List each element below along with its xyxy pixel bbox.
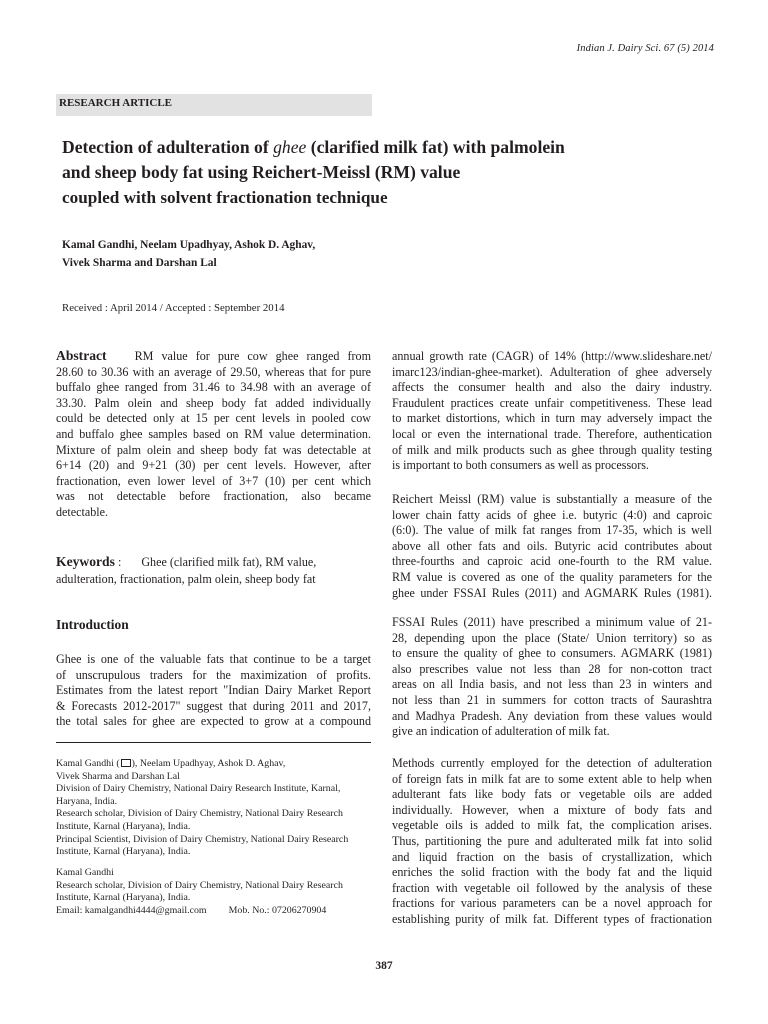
introduction-body: [56, 652, 371, 730]
intro-line: the total sales for ghee are expected to grow at a compound: [56, 714, 371, 729]
paragraph-line: affects the consumer health and also the dairy industry.: [392, 380, 712, 395]
title-italic-ghee: ghee: [273, 137, 307, 157]
article-type-label: RESEARCH ARTICLE: [59, 97, 173, 109]
paragraph-line: Thus, partitioning the pure and adulterated milk fat into solid: [392, 833, 712, 848]
footnote-line: Principal Scientist, Division of Dairy Chemistry, National Dairy Research: [56, 833, 349, 845]
paragraph-line: annual growth rate (CAGR) of 14% (http://www.slideshare.net/: [392, 349, 712, 363]
paragraph-line: 28, depending upon the place (State/ Union territory) so as: [392, 630, 712, 645]
abstract-line: was not detectable before fractionation, also became: [56, 489, 371, 504]
footnote-line: Division of Dairy Chemistry, National Dairy Research Institute, Karnal,: [56, 783, 341, 795]
abstract-line: could be detected only at 15 per cent levels in pooled cow: [56, 411, 371, 426]
abstract: [56, 348, 371, 521]
right-column-paragraph-3: [392, 615, 712, 740]
keywords-separator: :: [117, 555, 122, 569]
abstract-line: 28.60 to 30.36 with an average of 29.50, whereas that for pure: [56, 364, 371, 379]
authors-line-2: Vivek Sharma and Darshan Lal: [62, 257, 217, 269]
abstract-line: 33.30. Palm olein and sheep body fat added individually: [56, 395, 371, 410]
keywords-label: Keywords: [56, 554, 115, 569]
author-list: [62, 236, 702, 272]
running-head: Indian J. Dairy Sci. 67 (5) 2014: [576, 43, 714, 54]
paragraph-line: establishing purity of milk fat. Different types of fractionation: [392, 911, 712, 926]
paragraph-line: FSSAI Rules (2011) have prescribed a minimum value of 21-: [392, 615, 712, 629]
paragraph-line: of milk and milk products such as ghee through quality testing: [392, 442, 712, 457]
keywords-line: adulteration, fractionation, palm olein, sheep body fat: [56, 572, 316, 586]
paragraph-line: imarc123/indian-ghee-market). Adulteration of ghee adversely: [392, 364, 712, 379]
right-column-paragraph-1: [392, 349, 712, 474]
intro-line: Ghee is one of the valuable fats that continue to be a target: [56, 652, 371, 666]
title-line-3: coupled with solvent fractionation technique: [62, 188, 388, 207]
footnote-contact-line: [56, 905, 376, 918]
footnote-divider: [56, 742, 371, 743]
paragraph-line: (6:0). The value of milk fat ranges from 17-35, which is well: [392, 523, 712, 538]
footnote-line: Research scholar, Division of Dairy Chemistry, National Dairy Research: [56, 808, 343, 820]
footnote-line: Research scholar, Division of Dairy Chemistry, National Dairy Research: [56, 879, 343, 891]
intro-line: of unscrupulous traders for the maximization of profits.: [56, 667, 371, 682]
abstract-line: fractionation, even lower level of 3+7 (10) per cent which: [56, 473, 371, 488]
paragraph-line: ghee under FSSAI Rules (2011) and AGMARK Rules (1981).: [392, 585, 712, 600]
footnote-line: Kamal Gandhi: [56, 867, 114, 878]
abstract-line: buffalo ghee ranged from 31.46 to 34.98 with an average of: [56, 380, 371, 395]
paragraph-line: RM value is covered as one of the quality parameters for the: [392, 569, 712, 584]
keywords: [56, 553, 371, 588]
abstract-line: detectable.: [56, 504, 109, 519]
intro-line: Estimates from the latest report "Indian Dairy Market Report: [56, 683, 371, 698]
paragraph-line: adulterant fats like body fats or vegetable oils are added: [392, 787, 712, 802]
corresponding-author-footnote: [56, 867, 376, 917]
keywords-line: Ghee (clarified milk fat), RM value,: [141, 555, 317, 569]
article-title: [62, 135, 702, 210]
paragraph-line: fraction with vegetable oil followed by the analysis of these: [392, 880, 712, 895]
footnote-line: Institute, Karnal (Haryana), India.: [56, 846, 191, 858]
footnote-line: Institute, Karnal (Haryana), India.: [56, 892, 191, 904]
title-line-1-pre: Detection of adulteration of: [62, 137, 274, 157]
paragraph-line: enriches the solid fraction with the body fat and the liquid: [392, 865, 712, 880]
abstract-line: RM value for pure cow ghee ranged from: [134, 349, 371, 363]
paragraph-line: to market distortions, which in turn may adversely impact the: [392, 411, 712, 426]
paragraph-line: also prescribes value not less than 28 for non-cotton tract: [392, 661, 712, 676]
abstract-first-line: [56, 348, 371, 365]
paragraph-line: give an indication of adulteration of milk fat.: [392, 724, 610, 739]
footnote-author-first: Kamal Gandhi (: [56, 758, 120, 769]
keywords-first-line: [56, 553, 371, 571]
title-line-1: [62, 135, 702, 160]
footnote-authors-rest: ), Neelam Upadhyay, Ashok D. Aghav,: [131, 758, 286, 769]
paragraph-line: lower chain fatty acids of ghee i.e. butyric (4:0) and caproic: [392, 507, 712, 522]
received-accepted-dates: Received : April 2014 / Accepted : September 2014: [62, 302, 285, 314]
abstract-line: and buffalo ghee samples based on RM value determination.: [56, 426, 371, 441]
footnote-line: Haryana, India.: [56, 795, 118, 807]
title-line-2: and sheep body fat using Reichert-Meissl (RM) value: [62, 162, 461, 182]
corresponding-email: Email: kamalgandhi4444@gmail.com: [56, 904, 207, 916]
corresponding-mobile: Mob. No.: 07206270904: [228, 904, 327, 916]
paragraph-line: above all other fats and oils. Butyric acid contributes about: [392, 538, 712, 553]
envelope-icon: [121, 759, 131, 767]
paragraph-line: three-fourths and caproic acid one-fourth to the RM value.: [392, 554, 712, 569]
paragraph-line: and liquid fraction on the basis of crystallization, which: [392, 849, 712, 864]
affiliation-footnote: [56, 758, 376, 859]
abstract-line: 6+14 (20) and 9+21 (30) per cent levels. However, after: [56, 458, 371, 473]
abstract-label: Abstract: [56, 348, 107, 363]
paragraph-line: Reichert Meissl (RM) value is substantially a measure of the: [392, 492, 712, 506]
paragraph-line: vegetable oils is added to milk fat, the complication arises.: [392, 818, 712, 833]
right-column-paragraph-4: [392, 756, 712, 928]
introduction-heading: Introduction: [56, 617, 129, 632]
footnote-line: Institute, Karnal (Haryana), India.: [56, 820, 191, 832]
authors-line-1: Kamal Gandhi, Neelam Upadhyay, Ashok D. Aghav,: [62, 239, 316, 251]
paragraph-line: local or even the international trade. Therefore, authentication: [392, 426, 712, 441]
paragraph-line: areas on all India basis, and not less than 23 in winters and: [392, 677, 712, 692]
paragraph-line: not less than 21 in summers for cotton tracts of Saurashtra: [392, 692, 712, 707]
article-type-bar: [56, 94, 372, 116]
intro-line: & Forecasts 2012-2017" suggest that during 2011 and 2017,: [56, 698, 371, 713]
paragraph-line: Methods currently employed for the detection of adulteration: [392, 756, 712, 770]
title-line-1-post: (clarified milk fat) with palmolein: [306, 137, 565, 157]
right-column-paragraph-2: [392, 492, 712, 601]
abstract-line: Mixture of palm olein and sheep body fat was detectable at: [56, 442, 371, 457]
footnote-line: [56, 758, 376, 771]
paragraph-line: of foreign fats in milk fat are to some extent able to help when: [392, 771, 712, 786]
paragraph-line: Fraudulent practices create unfair competitiveness. These lead: [392, 395, 712, 410]
page-number: 387: [375, 960, 393, 972]
paragraph-line: to ensure the quality of ghee to consumers. AGMARK (1981): [392, 646, 712, 661]
paragraph-line: is important to both consumers as well as processors.: [392, 458, 649, 473]
footnote-line: Vivek Sharma and Darshan Lal: [56, 770, 180, 782]
paragraph-line: fractions for various parameters can be a novel approach for: [392, 896, 712, 911]
paragraph-line: and Madhya Pradesh. Any deviation from these values would: [392, 708, 712, 723]
paragraph-line: individually. However, when a mixture of body fats and: [392, 802, 712, 817]
